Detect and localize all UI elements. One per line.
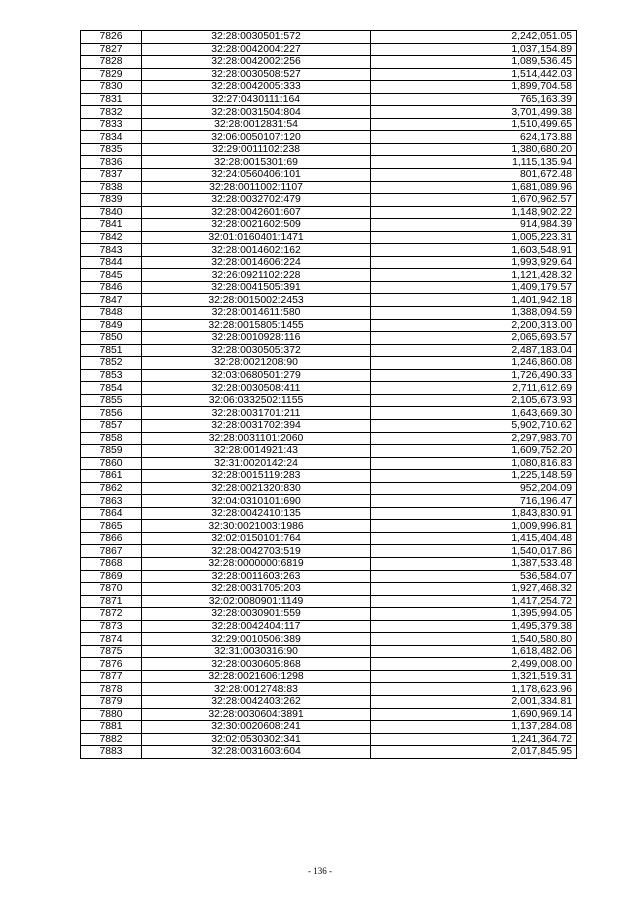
table-row [81,81,577,94]
cadastral-number-cell: 32:29:0011102:238 [142,143,371,156]
table-row [81,194,577,207]
value-cell: 914,984.39 [371,219,577,232]
table-row [81,419,577,432]
cadastral-number-cell: 32:28:0011603:263 [142,570,371,583]
cadastral-number-cell: 32:28:0014602:162 [142,244,371,257]
table-row [81,721,577,734]
page-number: - 136 - [308,866,332,876]
value-cell: 1,618,482.06 [371,645,577,658]
row-number-cell: 7856 [81,407,142,420]
table-row [81,633,577,646]
table-row [81,695,577,708]
row-number-cell: 7880 [81,708,142,721]
row-number-cell: 7866 [81,532,142,545]
value-cell: 1,681,089.96 [371,181,577,194]
row-number-cell: 7855 [81,394,142,407]
cadastral-number-cell: 32:28:0042410:135 [142,507,371,520]
value-cell: 2,017,845.95 [371,746,577,759]
row-number-cell: 7883 [81,746,142,759]
row-number-cell: 7844 [81,256,142,269]
cadastral-number-cell: 32:01:0160401:1471 [142,231,371,244]
cadastral-number-cell: 32:31:0020142:24 [142,457,371,470]
row-number-cell: 7838 [81,181,142,194]
row-number-cell: 7857 [81,419,142,432]
row-number-cell: 7837 [81,169,142,182]
row-number-cell: 7879 [81,695,142,708]
row-number-cell: 7863 [81,495,142,508]
table-row [81,156,577,169]
cadastral-number-cell: 32:28:0030505:372 [142,344,371,357]
cadastral-number-cell: 32:28:0031504:804 [142,106,371,119]
value-cell: 1,510,499.65 [371,118,577,131]
cadastral-number-cell: 32:28:0042005:333 [142,81,371,94]
row-number-cell: 7865 [81,520,142,533]
table-row [81,595,577,608]
table-row [81,445,577,458]
row-number-cell: 7847 [81,294,142,307]
row-number-cell: 7871 [81,595,142,608]
table-row [81,93,577,106]
row-number-cell: 7830 [81,81,142,94]
value-cell: 765,163.39 [371,93,577,106]
cadastral-number-cell: 32:28:0031702:394 [142,419,371,432]
cadastral-number-cell: 32:28:0042703:519 [142,545,371,558]
table-row [81,532,577,545]
value-cell: 1,080,816.83 [371,457,577,470]
table-row [81,708,577,721]
cadastral-number-cell: 32:02:0530302:341 [142,733,371,746]
row-number-cell: 7870 [81,583,142,596]
cadastral-number-cell: 32:28:0015805:1455 [142,319,371,332]
row-number-cell: 7875 [81,645,142,658]
table-row [81,683,577,696]
cadastral-number-cell: 32:28:0030605:868 [142,658,371,671]
cadastral-number-cell: 32:27:0430111:164 [142,93,371,106]
value-cell: 1,401,942.18 [371,294,577,307]
table-row [81,31,577,44]
value-cell: 1,993,929.64 [371,256,577,269]
cadastral-number-cell: 32:28:0015301:69 [142,156,371,169]
table-row [81,520,577,533]
row-number-cell: 7881 [81,721,142,734]
table-row [81,658,577,671]
row-number-cell: 7860 [81,457,142,470]
cadastral-number-cell: 32:28:0010928:116 [142,332,371,345]
row-number-cell: 7858 [81,432,142,445]
row-number-cell: 7841 [81,219,142,232]
value-cell: 1,148,902.22 [371,206,577,219]
table-row [81,557,577,570]
cadastral-number-cell: 32:28:0042002:256 [142,56,371,69]
value-cell: 1,540,580.80 [371,633,577,646]
cadastral-number-cell: 32:28:0042404:117 [142,620,371,633]
table-row [81,56,577,69]
cadastral-number-cell: 32:28:0014611:580 [142,307,371,320]
row-number-cell: 7849 [81,319,142,332]
value-cell: 3,701,499.38 [371,106,577,119]
cadastral-number-cell: 32:04:0310101:690 [142,495,371,508]
row-number-cell: 7859 [81,445,142,458]
cadastral-number-cell: 32:28:0031603:604 [142,746,371,759]
row-number-cell: 7862 [81,482,142,495]
table-row [81,206,577,219]
value-cell: 1,690,969.14 [371,708,577,721]
table-row [81,457,577,470]
value-cell: 801,672.48 [371,169,577,182]
row-number-cell: 7868 [81,557,142,570]
table-row [81,169,577,182]
value-cell: 1,843,830.91 [371,507,577,520]
table-body [81,31,577,759]
row-number-cell: 7851 [81,344,142,357]
value-cell: 1,395,994.05 [371,608,577,621]
cadastral-number-cell: 32:28:0011002:1107 [142,181,371,194]
value-cell: 1,089,536.45 [371,56,577,69]
cadastral-number-cell: 32:28:0014606:224 [142,256,371,269]
table-row [81,332,577,345]
cadastral-number-cell: 32:28:0042004:227 [142,43,371,56]
cadastral-number-cell: 32:28:0031705:203 [142,583,371,596]
table-row [81,307,577,320]
value-cell: 1,415,404.48 [371,532,577,545]
cadastral-number-cell: 32:28:0030501:572 [142,31,371,44]
row-number-cell: 7873 [81,620,142,633]
table-row [81,294,577,307]
row-number-cell: 7853 [81,369,142,382]
table-row [81,281,577,294]
row-number-cell: 7839 [81,194,142,207]
table-row [81,231,577,244]
table-row [81,470,577,483]
table-row [81,382,577,395]
row-number-cell: 7872 [81,608,142,621]
value-cell: 1,115,135.94 [371,156,577,169]
row-number-cell: 7827 [81,43,142,56]
value-cell: 1,417,254.72 [371,595,577,608]
value-cell: 2,297,983.70 [371,432,577,445]
value-cell: 1,609,752.20 [371,445,577,458]
cadastral-number-cell: 32:28:0032702:479 [142,194,371,207]
row-number-cell: 7833 [81,118,142,131]
table-row [81,344,577,357]
value-cell: 1,540,017.86 [371,545,577,558]
table-row [81,583,577,596]
row-number-cell: 7861 [81,470,142,483]
table-row [81,143,577,156]
cadastral-number-cell: 32:28:0015119:283 [142,470,371,483]
value-cell: 1,388,094.59 [371,307,577,320]
table-row [81,482,577,495]
cadastral-number-cell: 32:28:0021606:1298 [142,670,371,683]
cadastral-number-cell: 32:29:0010506:389 [142,633,371,646]
row-number-cell: 7882 [81,733,142,746]
row-number-cell: 7832 [81,106,142,119]
table-row [81,43,577,56]
value-cell: 1,321,519.31 [371,670,577,683]
row-number-cell: 7834 [81,131,142,144]
cadastral-number-cell: 32:28:0014921:43 [142,445,371,458]
table-row [81,68,577,81]
table-row [81,733,577,746]
table-row [81,670,577,683]
value-cell: 1,225,148.59 [371,470,577,483]
cadastral-number-cell: 32:28:0030508:527 [142,68,371,81]
table-row [81,545,577,558]
table-row [81,507,577,520]
value-cell: 1,726,490.33 [371,369,577,382]
row-number-cell: 7877 [81,670,142,683]
table-row [81,244,577,257]
table-row [81,369,577,382]
value-cell: 2,105,673.93 [371,394,577,407]
row-number-cell: 7845 [81,269,142,282]
value-cell: 2,001,334.81 [371,695,577,708]
cadastral-number-cell: 32:28:0030508:411 [142,382,371,395]
table-row [81,394,577,407]
row-number-cell: 7843 [81,244,142,257]
row-number-cell: 7846 [81,281,142,294]
row-number-cell: 7852 [81,357,142,370]
row-number-cell: 7867 [81,545,142,558]
value-cell: 624,173.88 [371,131,577,144]
value-cell: 536,584.07 [371,570,577,583]
table-row [81,131,577,144]
table-row [81,181,577,194]
row-number-cell: 7869 [81,570,142,583]
table-row [81,407,577,420]
cadastral-number-cell: 32:30:0021003:1986 [142,520,371,533]
value-cell: 1,643,669.30 [371,407,577,420]
cadastral-number-cell: 32:31:0030316:90 [142,645,371,658]
value-cell: 2,065,693.57 [371,332,577,345]
cadastral-number-cell: 32:28:0021602:509 [142,219,371,232]
value-cell: 1,037,154.89 [371,43,577,56]
table-row [81,106,577,119]
cadastral-number-cell: 32:26:0921102:228 [142,269,371,282]
cadastral-number-cell: 32:28:0030604:3891 [142,708,371,721]
value-cell: 1,387,533.48 [371,557,577,570]
value-cell: 1,899,704.58 [371,81,577,94]
row-number-cell: 7835 [81,143,142,156]
cadastral-number-cell: 32:28:0031701:211 [142,407,371,420]
table-row [81,319,577,332]
cadastral-number-cell: 32:30:0020608:241 [142,721,371,734]
row-number-cell: 7854 [81,382,142,395]
value-cell: 1,409,179.57 [371,281,577,294]
cadastral-number-cell: 32:28:0030901:559 [142,608,371,621]
row-number-cell: 7842 [81,231,142,244]
value-cell: 1,380,680.20 [371,143,577,156]
row-number-cell: 7874 [81,633,142,646]
table-row [81,269,577,282]
cadastral-number-cell: 32:02:0080901:1149 [142,595,371,608]
value-cell: 1,670,962.57 [371,194,577,207]
row-number-cell: 7850 [81,332,142,345]
table-row [81,256,577,269]
table-row [81,118,577,131]
table-row [81,570,577,583]
cadastral-number-cell: 32:28:0012748:83 [142,683,371,696]
row-number-cell: 7876 [81,658,142,671]
row-number-cell: 7878 [81,683,142,696]
value-cell: 1,246,860.08 [371,357,577,370]
value-cell: 1,137,284.08 [371,721,577,734]
table-row [81,357,577,370]
value-cell: 2,200,313.00 [371,319,577,332]
value-cell: 1,005,223.31 [371,231,577,244]
cadastral-number-cell: 32:28:0031101:2060 [142,432,371,445]
cadastral-number-cell: 32:24:0560406:101 [142,169,371,182]
value-cell: 1,178,623.96 [371,683,577,696]
value-cell: 2,487,183.04 [371,344,577,357]
cadastral-number-cell: 32:02:0150101:764 [142,532,371,545]
value-cell: 2,499,008.00 [371,658,577,671]
value-cell: 952,204.09 [371,482,577,495]
row-number-cell: 7831 [81,93,142,106]
value-cell: 1,495,379.38 [371,620,577,633]
row-number-cell: 7864 [81,507,142,520]
cadastral-number-cell: 32:28:0021320:830 [142,482,371,495]
table-row [81,620,577,633]
cadastral-number-cell: 32:06:0332502:1155 [142,394,371,407]
value-cell: 716,196.47 [371,495,577,508]
table-row [81,432,577,445]
table-row [81,746,577,759]
value-cell: 1,514,442.03 [371,68,577,81]
row-number-cell: 7828 [81,56,142,69]
value-cell: 1,121,428.32 [371,269,577,282]
cadastral-number-cell: 32:28:0041505:391 [142,281,371,294]
cadastral-value-table [80,30,577,759]
value-cell: 2,242,051.05 [371,31,577,44]
row-number-cell: 7829 [81,68,142,81]
cadastral-number-cell: 32:06:0050107:120 [142,131,371,144]
value-cell: 1,241,364.72 [371,733,577,746]
cadastral-number-cell: 32:28:0000000:6819 [142,557,371,570]
value-cell: 5,902,710.62 [371,419,577,432]
row-number-cell: 7848 [81,307,142,320]
value-cell: 1,927,468.32 [371,583,577,596]
cadastral-number-cell: 32:03:0680501:279 [142,369,371,382]
value-cell: 1,009,996.81 [371,520,577,533]
row-number-cell: 7836 [81,156,142,169]
row-number-cell: 7840 [81,206,142,219]
table-row [81,608,577,621]
cadastral-number-cell: 32:28:0015002:2453 [142,294,371,307]
cadastral-number-cell: 32:28:0042403:262 [142,695,371,708]
table-row [81,645,577,658]
value-cell: 2,711,612.69 [371,382,577,395]
cadastral-number-cell: 32:28:0042601:607 [142,206,371,219]
table-row [81,495,577,508]
cadastral-number-cell: 32:28:0021208:90 [142,357,371,370]
table-row [81,219,577,232]
row-number-cell: 7826 [81,31,142,44]
cadastral-number-cell: 32:28:0012831:54 [142,118,371,131]
value-cell: 1,603,548.91 [371,244,577,257]
